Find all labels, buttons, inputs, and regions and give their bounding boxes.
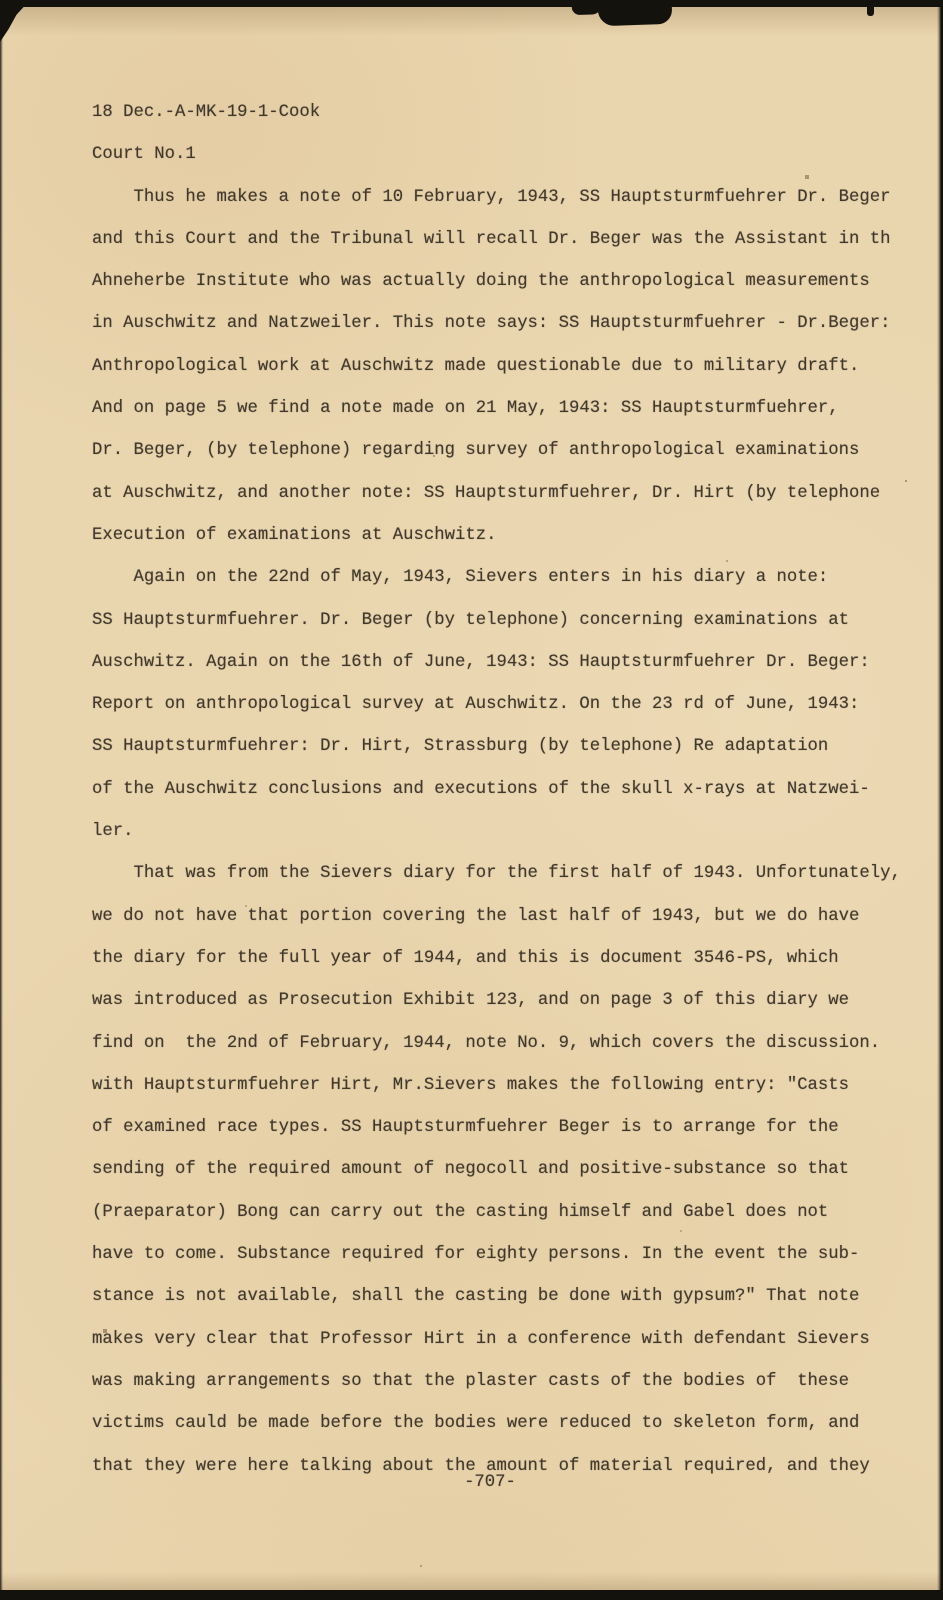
text-line: of the Auschwitz conclusions and executions of the skull x-rays at Natzwei- — [92, 779, 870, 799]
text-line: ler. — [92, 822, 134, 842]
text-line: And on page 5 we find a note made on 21 May, 1943: SS Hauptsturmfuehrer, — [92, 399, 839, 419]
text-line: at Auschwitz, and another note: SS Hauptsturmfuehrer, Dr. Hirt (by telephone — [92, 483, 881, 503]
text-line: SS Hauptsturmfuehrer: Dr. Hirt, Strassburg (by telephone) Re adaptation — [92, 737, 829, 757]
text-line: stance is not available, shall the casting be done with gypsum?" That note — [92, 1287, 860, 1307]
bottom-edge-shadow — [0, 1572, 943, 1590]
text-line: Thus he makes a note of 10 February, 1943, SS Hauptsturmfuehrer Dr. Beger — [92, 187, 891, 207]
text-line: sending of the required amount of negocoll and positive-substance so that — [92, 1160, 850, 1180]
text-line: Execution of examinations at Auschwitz. — [92, 525, 497, 545]
text-line: the diary for the full year of 1944, and this is document 3546-PS, which — [92, 948, 839, 968]
paragraph-1 — [92, 177, 922, 558]
scan-edge-right — [937, 0, 943, 1600]
text-line: (Praeparator) Bong can carry out the casting himself and Gabel does not — [92, 1202, 829, 1222]
text-line: in Auschwitz and Natzweiler. This note says: SS Hauptsturmfuehrer - Dr.Beger: — [92, 314, 891, 334]
scan-edge-bottom — [0, 1590, 943, 1600]
text-line: of examined race types. SS Hauptsturmfuehrer Beger is to arrange for the — [92, 1118, 839, 1138]
typewritten-text-block — [92, 92, 922, 1488]
text-line: Anthropological work at Auschwitz made questionable due to military draft. — [92, 356, 860, 376]
torn-notch-top-center — [598, 0, 673, 26]
text-line: Ahneherbe Institute who was actually doing the anthropological measurements — [92, 272, 870, 292]
torn-tick-top-right — [867, 0, 874, 16]
text-line: find on the 2nd of February, 1944, note No. 9, which covers the discussion. — [92, 1033, 881, 1053]
text-line: with Hauptsturmfuehrer Hirt, Mr.Sievers makes the following entry: "Casts — [92, 1075, 850, 1095]
text-line: victims cauld be made before the bodies were reduced to skeleton form, and — [92, 1414, 860, 1434]
text-line: was making arrangements so that the plaster casts of the bodies of these — [92, 1371, 850, 1391]
text-line: Dr. Beger, (by telephone) regarding survey of anthropological examinations — [92, 441, 860, 461]
text-line: was introduced as Prosecution Exhibit 123, and on page 3 of this diary we — [92, 991, 850, 1011]
text-line: Auschwitz. Again on the 16th of June, 1943: SS Hauptsturmfuehrer Dr. Beger: — [92, 652, 870, 672]
text-line: Report on anthropological survey at Auschwitz. On the 23 rd of June, 1943: — [92, 695, 860, 715]
scan-edge-left — [0, 0, 3, 1600]
paragraph-2 — [92, 557, 922, 853]
torn-edge-top — [0, 0, 943, 7]
text-line: we do not have that portion covering the last half of 1943, but we do have — [92, 906, 860, 926]
top-edge-shadow — [0, 6, 943, 36]
text-line: That was from the Sievers diary for the first half of 1943. Unfortunately, — [92, 864, 901, 884]
text-line: that they were here talking about the amount of material required, and they — [92, 1456, 870, 1476]
text-line: Again on the 22nd of May, 1943, Sievers enters in his diary a note: — [92, 568, 829, 588]
court-number-line: Court No.1 — [92, 145, 196, 165]
text-line: SS Hauptsturmfuehrer. Dr. Beger (by telephone) concerning examinations at — [92, 610, 850, 630]
text-line: and this Court and the Tribunal will recall Dr. Beger was the Assistant in th — [92, 229, 891, 249]
text-line: have to come. Substance required for eighty persons. In the event the sub- — [92, 1245, 860, 1265]
paragraph-3 — [92, 853, 922, 1487]
header-date-line: 18 Dec.-A-MK-19-1-Cook — [92, 103, 321, 122]
page-number: -707- — [464, 1473, 516, 1492]
text-line: makes very clear that Professor Hirt in a conference with defendant Sievers — [92, 1329, 870, 1349]
